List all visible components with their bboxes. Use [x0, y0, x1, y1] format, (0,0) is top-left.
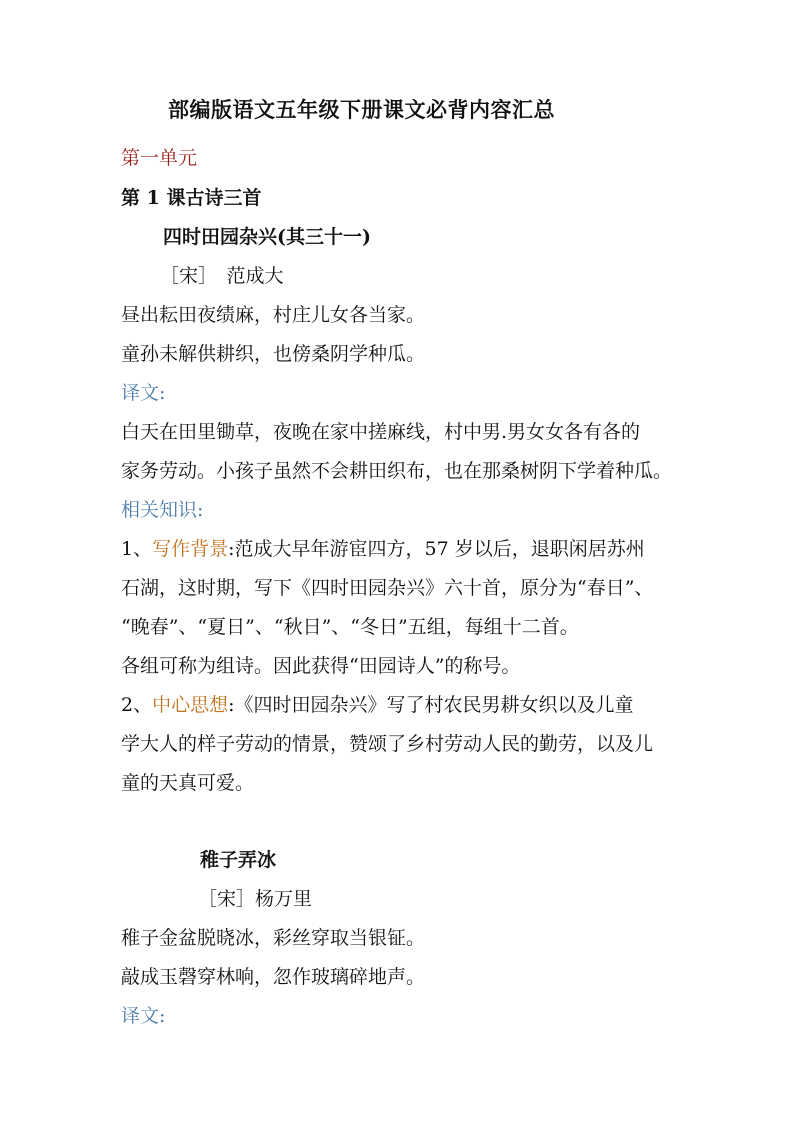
knowledge-item-1	[121, 537, 645, 561]
poem1-translation-label: 译文:	[121, 382, 166, 404]
document-title: 部编版语文五年级下册课文必背内容汇总	[168, 97, 555, 122]
knowledge-item-2-text: 《四时田园杂兴》写了村农民男耕女织以及儿童	[234, 694, 634, 716]
knowledge-item-1-colon: :	[228, 538, 235, 560]
knowledge-item-2-line: 童的天真可爱。	[121, 772, 255, 794]
poem1-line: 童孙未解供耕织，也傍桑阴学种瓜。	[121, 343, 426, 365]
poem2-title: 稚子弄冰	[200, 849, 277, 871]
writing-background-label: 写作背景	[152, 538, 229, 560]
knowledge-item-2	[121, 693, 634, 717]
knowledge-item-2-colon: :	[228, 694, 235, 716]
knowledge-item-1-line: “晚春”、“夏日”、“秋日”、“冬日”五组，每组十二首。	[121, 616, 579, 638]
poem2-author: ［宋］杨万里	[198, 888, 313, 910]
central-idea-label: 中心思想	[152, 694, 229, 716]
poem2-translation-label: 译文:	[121, 1005, 166, 1027]
poem1-translation-line: 白天在田里锄草，夜晚在家中搓麻线，村中男.男女女各有各的	[121, 421, 641, 443]
knowledge-item-2-line: 学大人的样子劳动的情景，赞颂了乡村劳动人民的勤劳，以及儿	[121, 733, 654, 755]
poem1-line: 昼出耘田夜绩麻，村庄儿女各当家。	[121, 304, 426, 326]
poem1-translation-line: 家务劳动。小孩子虽然不会耕田织布，也在那桑树阴下学着种瓜。	[121, 460, 673, 482]
poem1-author: ［宋］ 范成大	[160, 265, 284, 287]
knowledge-item-1-line: 各组可称为组诗。因此获得“田园诗人”的称号。	[121, 655, 521, 677]
poem1-title: 四时田园杂兴(其三十一)	[163, 226, 371, 248]
poem2-line: 敲成玉磬穿林响，忽作玻璃碎地声。	[121, 966, 426, 988]
knowledge-label: 相关知识:	[121, 499, 204, 521]
knowledge-item-1-text: 范成大早年游宦四方，57 岁以后，退职闲居苏州	[234, 538, 645, 560]
knowledge-item-1-number: 1、	[121, 538, 153, 560]
knowledge-item-1-line: 石湖，这时期，写下《四时田园杂兴》六十首，原分为“春日”、	[121, 577, 654, 599]
unit-heading: 第一单元	[121, 147, 198, 169]
lesson-heading: 第 1 课古诗三首	[121, 187, 262, 209]
knowledge-item-2-number: 2、	[121, 694, 153, 716]
poem2-line: 稚子金盆脱晓冰，彩丝穿取当银钲。	[121, 927, 426, 949]
